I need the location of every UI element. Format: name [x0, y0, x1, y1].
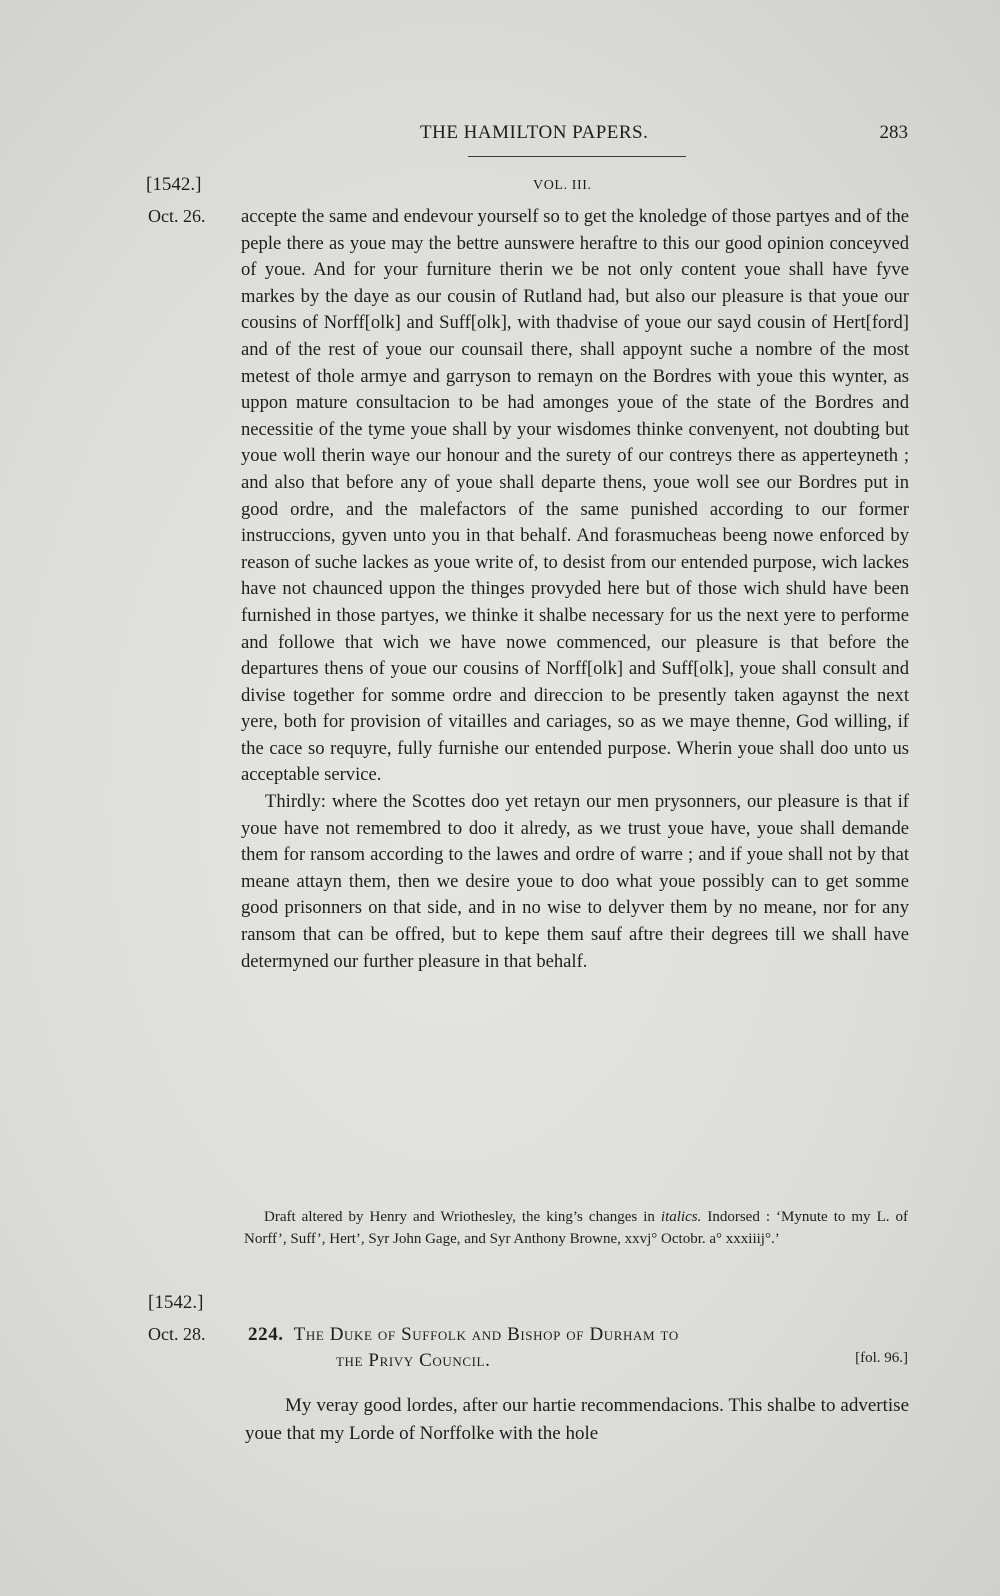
- letter-opening: My veray good lordes, after our hartie recommendacions. This shalbe to advertise youe that my Lorde of Norffolke with the hole: [245, 1395, 909, 1444]
- header-rule: [468, 156, 686, 157]
- margin-date-oct-28: Oct. 28.: [148, 1324, 206, 1344]
- body-paragraph-1: accepte the same and endevour yourself so to get the knoledge of those partyes and of the peple there as youe may the bettre aunswere heraftre to this our good opinion conceyved of youe. And for your furniture therin we be not only content youe shall have fyve markes by the daye as our cousin of Rutland had, but also our pleasure is that youe our cousins of Norff[olk] and Suff[olk], with thadvise of youe our sayd cousin of Hert[ford] and of the rest of youe our counsail there, shall appoynt suche a nombre of the most metest of thole armye and garryson to remayn on the Bordres with youe this wynter, as uppon mature consultacion to be had amonges youe of the state of the Bordres and necessitie of the tyme youe shall by your wisdomes thinke convenyent, not doubting but youe woll therin waye our honour and the surety of our contreys there as apperteyneth ; and also that before any of youe shall departe thens, youe woll see our Bordres put in good ordre, and the malefactors of the same punished according to our former instruccions, gyven unto you in that behalf. And forasmucheas beeng nowe enforced by reason of suche lackes as youe write of, to desist from our entended purpose, wich lackes have not chaunced uppon the thinges provyded here but of those wich shuld have been furnished in those partyes, we thinke it shalbe necessary for us the next yere to performe and followe that wich we have nowe commenced, our pleasure is that before the departures thens of youe our cousins of Norff[olk] and Suff[olk], youe shall consult and divise together for somme ordre and direccion to be presently taken agaynst the next yere, both for provision of vitailles and cariages, so as we maye thenne, God willing, if the cace so requyre, fully furnishe our entended purpose. Wherin youe shall doo unto us acceptable service.: [241, 206, 909, 786]
- letter-heading-line1: The Duke of Suffolk and Bishop of Durham to: [293, 1324, 679, 1345]
- letter-heading-line2: the Privy Council.: [336, 1350, 491, 1371]
- note-italic-word: italics.: [660, 1209, 702, 1225]
- body-paragraph-2: Thirdly: where the Scottes doo yet retayn our men prysonners, our pleasure is that if youe have not remembred to doo it alredy, as we trust youe have, youe shall demande them for ransom according to the lawes and ordre of warre ; and if youe shall not by that meane attayn them, then we desire youe to doo what youe possibly can to get somme good prisonners on that side, and in no wise to delyver them by no meane, nor for any ransom that can be offred, but to kepe them sauf aftre their degrees till we shall have determyned our further pleasure in that behalf.: [241, 791, 909, 972]
- volume-label: VOL. III.: [533, 178, 592, 193]
- editorial-note: [244, 1206, 908, 1250]
- margin-year-second: [1542.]: [148, 1292, 204, 1313]
- note-suffix: Indorsed : ‘Mynute to my L. of Norff’, Suff’, Hert’, Syr John Gage, and Syr Anthony Browne, xxvj° Octobr. a° xxxiiij°.’: [244, 1209, 908, 1247]
- main-text: [241, 204, 909, 975]
- folio-reference: [fol. 96.]: [855, 1350, 908, 1366]
- running-head-title: THE HAMILTON PAPERS.: [420, 122, 649, 143]
- margin-date-oct-26: Oct. 26.: [148, 206, 206, 226]
- margin-year-top: [1542.]: [146, 174, 202, 195]
- letter-number: 224.: [248, 1324, 284, 1345]
- note-prefix: Draft altered by Henry and Wriothesley, the king’s changes in: [264, 1209, 661, 1225]
- letter-heading: [248, 1320, 910, 1350]
- page-number: 283: [879, 122, 908, 143]
